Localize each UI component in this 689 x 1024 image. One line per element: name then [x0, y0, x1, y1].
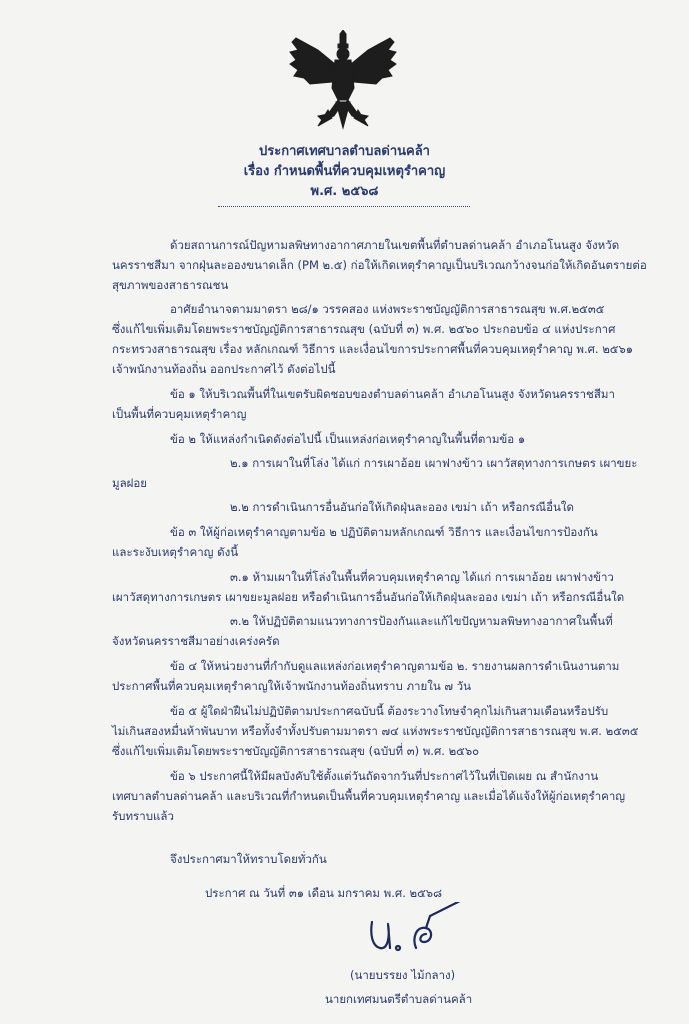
body-line: ด้วยสถานการณ์ปัญหามลพิษทางอากาศภายในเขตพื้นที่ตำบลด่านคล้า อำเภอโนนสูง จังหวัด: [170, 238, 620, 252]
signer-title: นายกเทศมนตรีตำบลด่านคล้า: [325, 992, 473, 1006]
body-line: ไม่เกินสองหมื่นห้าพันบาท หรือทั้งจำทั้งปรับตามมาตรา ๗๔ แห่งพระราชบัญญัติการสาธารณสุข พ.ศ. ๒๕๓๕: [112, 724, 639, 738]
body-line: มูลฝอย: [112, 476, 148, 490]
body-line: สุขภาพของสาธารณชน: [112, 278, 229, 292]
body-line: เป็นพื้นที่ควบคุมเหตุรำคาญ: [112, 407, 247, 421]
body-line: ๓.๒ ให้ปฏิบัติตามแนวทางการป้องกันและแก้ไขปัญหามลพิษทางอากาศในพื้นที่: [230, 614, 613, 628]
closing-notice: จึงประกาศมาให้ทราบโดยทั่วกัน: [170, 852, 327, 866]
body-line: ประกาศพื้นที่ควบคุมเหตุรำคาญให้เจ้าพนักงานท้องถิ่นทราบ ภายใน ๗ วัน: [112, 679, 471, 693]
body-line: ซึ่งแก้ไขเพิ่มเติมโดยพระราชบัญญัติการสาธารณสุข (ฉบับที่ ๓) พ.ศ. ๒๕๖๐ ประกอบข้อ ๔ แห่งประกาศ: [112, 322, 616, 336]
body-line: ข้อ ๕ ผู้ใดฝ่าฝืนไม่ปฏิบัติตามประกาศฉบับนี้ ต้องระวางโทษจำคุกไม่เกินสามเดือนหรือปรับ: [170, 704, 609, 718]
document-title: ประกาศเทศบาลตำบลด่านคล้า: [259, 144, 430, 159]
title-divider: [218, 206, 470, 207]
body-line: และระงับเหตุรำคาญ ดังนี้: [112, 545, 239, 559]
body-line: ๒.๒ การดำเนินการอื่นอันก่อให้เกิดฝุ่นละออง เขม่า เถ้า หรือกรณีอื่นใด: [230, 500, 574, 514]
body-line: ๒.๑ การเผาในที่โล่ง ได้แก่ การเผาอ้อย เผาฟางข้าว เผาวัสดุทางการเกษตร เผาขยะ: [230, 456, 638, 470]
document-year: พ.ศ. ๒๕๖๘: [310, 184, 379, 199]
body-line: เทศบาลตำบลด่านคล้า และบริเวณที่กำหนดเป็นพื้นที่ควบคุมเหตุรำคาญ และเมื่อได้แจ้งให้ผู้ก่อเหตุรำคาญ: [112, 789, 626, 803]
body-line: อาศัยอำนาจตามมาตรา ๒๘/๑ วรรคสอง แห่งพระราชบัญญัติการสาธารณสุข พ.ศ.๒๕๓๕: [170, 302, 605, 316]
document-subject: เรื่อง กำหนดพื้นที่ควบคุมเหตุรำคาญ: [243, 164, 446, 179]
garuda-emblem-icon: [288, 30, 398, 130]
body-line: ๓.๑ ห้ามเผาในที่โล่งในพื้นที่ควบคุมเหตุรำคาญ ได้แก่ การเผาอ้อย เผาฟางข้าว: [230, 570, 614, 584]
body-line: จังหวัดนครราชสีมาอย่างเคร่งครัด: [112, 634, 280, 648]
body-line: รับทราบแล้ว: [112, 809, 174, 823]
announcement-date: ประกาศ ณ วันที่ ๓๑ เดือน มกราคม พ.ศ. ๒๕๖๘: [205, 886, 442, 900]
body-line: นครราชสีมา จากฝุ่นละอองขนาดเล็ก (PM ๒.๕) ก่อให้เกิดเหตุรำคาญเป็นบริเวณกว้างจนก่อให้เกิดอันตรายต่อ: [112, 258, 647, 272]
body-line: ข้อ ๒ ให้แหล่งกำเนิดดังต่อไปนี้ เป็นแหล่งก่อเหตุรำคาญในพื้นที่ตามข้อ ๑: [170, 432, 526, 446]
body-line: ข้อ ๖ ประกาศนี้ให้มีผลบังคับใช้ตั้งแต่วันถัดจากวันที่ประกาศไว้ในที่เปิดเผย ณ สำนักงาน: [170, 769, 599, 783]
signature: [360, 902, 470, 966]
body-line: เจ้าพนักงานท้องถิ่น ออกประกาศไว้ ดังต่อไปนี้: [112, 362, 336, 376]
body-line: เผาวัสดุทางการเกษตร เผาขยะมูลฝอย หรือดำเนินการอื่นอันก่อให้เกิดฝุ่นละออง เขม่า เถ้า หรือกรณีอื่นใด: [112, 590, 625, 604]
body-line: ข้อ ๑ ให้บริเวณพื้นที่ในเขตรับผิดชอบของตำบลด่านคล้า อำเภอโนนสูง จังหวัดนครราชสีมา: [170, 387, 615, 401]
body-line: ข้อ ๔ ให้หน่วยงานที่กำกับดูแลแหล่งก่อเหตุรำคาญตามข้อ ๒. รายงานผลการดำเนินงานตาม: [170, 659, 620, 673]
signer-name: (นายบรรยง ไม้กลาง): [350, 968, 456, 982]
body-line: ซึ่งแก้ไขเพิ่มเติมโดยพระราชบัญญัติการสาธารณสุข (ฉบับที่ ๓) พ.ศ. ๒๕๖๐: [112, 744, 480, 758]
body-line: กระทรวงสาธารณสุข เรื่อง หลักเกณฑ์ วิธีการ และเงื่อนไขการประกาศพื้นที่ควบคุมเหตุรำคาญ พ.ศ. ๒๕๖๑: [112, 342, 634, 356]
body-line: ข้อ ๓ ให้ผู้ก่อเหตุรำคาญตามข้อ ๒ ปฏิบัติตามหลักเกณฑ์ วิธีการ และเงื่อนไขการป้องกัน: [170, 525, 598, 539]
